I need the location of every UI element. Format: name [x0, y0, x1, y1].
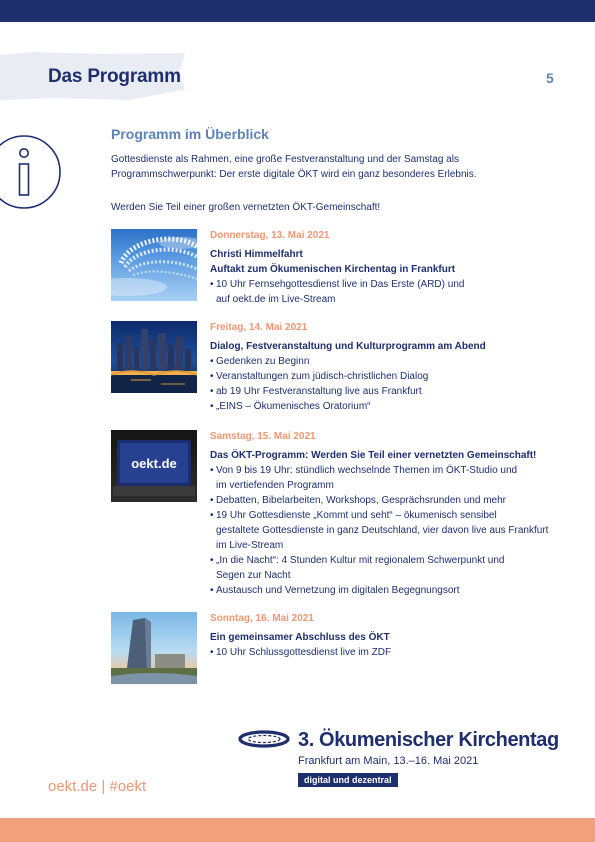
- sky-arc-photo: [111, 229, 197, 301]
- sky-arc-graphic: [111, 229, 197, 301]
- day-date: Samstag, 15. Mai 2021: [210, 431, 316, 442]
- day-date: Freitag, 14. Mai 2021: [210, 322, 308, 333]
- laptop-graphic: [111, 430, 197, 502]
- logo-subtitle: Frankfurt am Main, 13.–16. Mai 2021: [298, 755, 479, 767]
- list-item: • Austausch und Vernetzung im digitalen Begegnungsort: [210, 583, 550, 598]
- tower-graphic: [111, 612, 197, 684]
- list-item: • Veranstaltungen zum jüdisch-christlichen Dialog: [210, 369, 550, 384]
- overview-intro: Gottesdienste als Rahmen, eine große Festveranstaltung und der Samstag als Programmschwerpunkt: Der erste digitale ÖKT wird ein ganz besonderes Erlebnis.: [111, 154, 477, 180]
- list-item: • „In die Nacht“: 4 Stunden Kultur mit regionalem Schwerpunkt und Segen zur Nacht: [210, 553, 550, 583]
- frankfurt-skyline-photo: [111, 321, 197, 393]
- overview-call-to-action: Werden Sie Teil einer großen vernetzten ÖKT-Gemeinschaft!: [111, 202, 381, 213]
- ecb-tower-photo: [111, 612, 197, 684]
- ellipse-logo-icon: [238, 730, 290, 748]
- skyline-graphic: [111, 321, 197, 393]
- day-headline: Ein gemeinsamer Abschluss des ÖKT: [210, 632, 390, 643]
- laptop-screen-text: oekt.de: [131, 456, 177, 471]
- logo-badge: digital und dezentral: [298, 773, 398, 787]
- list-item: • ab 19 Uhr Festveranstaltung live aus Frankfurt: [210, 384, 550, 399]
- footer-link[interactable]: oekt.de | #oekt: [48, 778, 147, 795]
- kirchentag-logo: [238, 727, 558, 797]
- top-color-bar: [0, 0, 595, 22]
- info-icon: [0, 131, 66, 213]
- list-item: • Von 9 bis 19 Uhr: stündlich wechselnde Themen im ÖKT-Studio und im vertiefenden Programm: [210, 463, 550, 493]
- logo-title: 3. Ökumenischer Kirchentag: [298, 729, 559, 751]
- overview-title: Programm im Überblick: [111, 126, 269, 142]
- day-headline: Auftakt zum Ökumenischen Kirchentag in Frankfurt: [210, 264, 456, 275]
- bottom-color-bar: [0, 818, 595, 842]
- day-headline: Christi Himmelfahrt: [210, 249, 303, 260]
- list-item: • „EINS – Ökumenisches Oratorium“: [210, 399, 550, 414]
- list-item: • 10 Uhr Fernsehgottesdienst live in Das Erste (ARD) und auf oekt.de im Live-Stream: [210, 277, 550, 307]
- day-headline: Das ÖKT-Programm: Werden Sie Teil einer vernetzten Gemeinschaft!: [210, 450, 537, 461]
- page-number: 5: [546, 70, 554, 86]
- day-date: Sonntag, 16. Mai 2021: [210, 613, 314, 624]
- day-date: Donnerstag, 13. Mai 2021: [210, 230, 330, 241]
- list-item: • 10 Uhr Schlussgottesdienst live im ZDF: [210, 645, 550, 660]
- list-item: • Gedenken zu Beginn: [210, 354, 550, 369]
- day-headline: Dialog, Festveranstaltung und Kulturprogramm am Abend: [210, 341, 486, 352]
- laptop-photo: [111, 430, 197, 502]
- list-item: • Debatten, Bibelarbeiten, Workshops, Gesprächsrunden und mehr: [210, 493, 550, 508]
- section-title: Das Programm: [48, 66, 181, 87]
- list-item: • 19 Uhr Gottesdienste „Kommt und seht“ – ökumenisch sensibel gestaltete Gottesdienste in ganz Deutschland, vier davon live aus Frankfurt im Live-Stream: [210, 508, 550, 553]
